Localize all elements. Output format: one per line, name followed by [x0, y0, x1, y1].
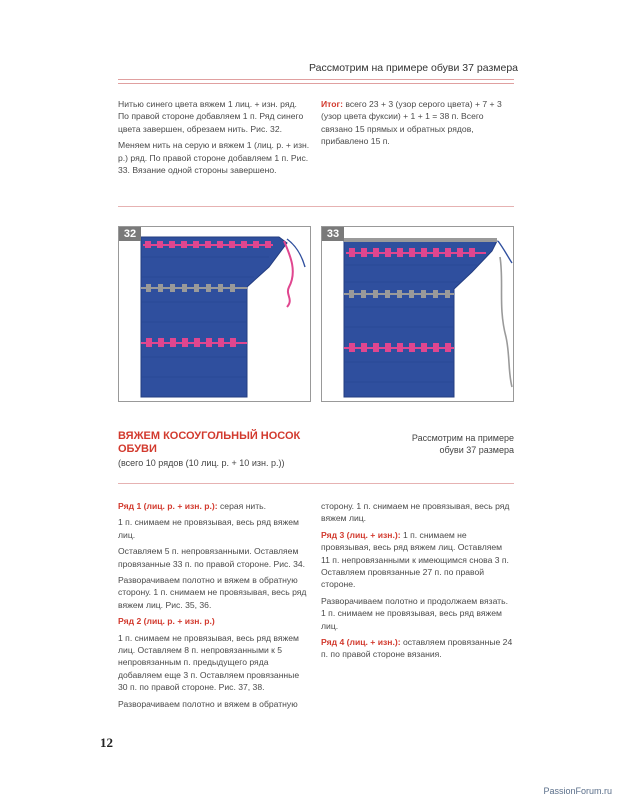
- header-rule-2: [118, 83, 514, 84]
- watermark: PassionForum.ru: [543, 786, 612, 796]
- section-side-note: Рассмотрим на примере обуви 37 размера: [411, 433, 514, 455]
- lower-right-column: [321, 500, 513, 665]
- row-2-label: Ряд 2 (лиц. р. + изн. р.): [118, 616, 215, 627]
- paragraph: Нитью синего цвета вяжем 1 лиц. + изн. ряд. По правой стороне добавляем 1 п. Ряд синего цвета завершен, обрезаем нить. Рис. 32.: [118, 99, 304, 134]
- row-1-text: серая нить.: [217, 501, 267, 511]
- row-4-text: оставляем провязанные 24 п. по правой стороне вязания.: [321, 637, 513, 660]
- header-rule: [118, 79, 514, 80]
- paragraph: Оставляем 5 п. непровязанными. Оставляем провязанные 33 п. по правой стороне. Рис. 34.: [118, 546, 306, 569]
- running-header: Рассмотрим на примере обуви 37 размера: [308, 62, 518, 74]
- figure-number: 33: [322, 227, 344, 241]
- row-3-label: Ряд 3 (лиц. + изн.):: [321, 529, 401, 540]
- summary-text: всего 23 + 3 (узор серого цвета) + 7 + 3 (узор цвета фуксии) + 1 + 1 = 38 п. Всего связано 15 прямых и обратных рядов, прибавлено 15 п.: [321, 99, 502, 147]
- summary-label: Итог:: [321, 99, 343, 109]
- row-4-paragraph: [321, 636, 513, 661]
- row-3-text: 1 п. снимаем не провязывая, весь ряд вяжем лиц. Оставляем 11 п. непровязанными к имеющимся снова 3 п. Оставляем провязанные 27 п. по правой стороне.: [321, 529, 509, 590]
- section-title: ВЯЖЕМ КОСОУГОЛЬНЫЙ НОСОК ОБУВИ: [118, 430, 301, 455]
- knitting-photo-33: [322, 227, 513, 401]
- section-subtitle: (всего 10 рядов (10 лиц. р. + 10 изн. р.)): [118, 458, 285, 468]
- row-3-paragraph: [321, 529, 513, 591]
- paragraph: 1 п. снимаем не провязывая, весь ряд вяжем лиц. Оставляем 8 п. непровязанными к 5 непровязанным п. предыдущего ряда добавляем еще 3 п. Оставляем провязанные 30 п. по правой стороне. Рис. 37, 38.: [118, 632, 300, 693]
- figure-32: [118, 226, 311, 402]
- section-rule: [118, 206, 514, 207]
- row-1-paragraph: [118, 500, 310, 512]
- section-rule-2: [118, 483, 514, 484]
- paragraph: Разворачиваем полотно и вяжем в обратную: [118, 698, 298, 709]
- paragraph: 1 п. снимаем не провязывая, весь ряд вяжем лиц.: [118, 517, 299, 540]
- knitting-photo-32: [119, 227, 310, 401]
- paragraph: сторону. 1 п. снимаем не провязывая, весь ряд вяжем лиц.: [321, 501, 510, 524]
- paragraph: Разворачиваем полотно и вяжем в обратную сторону. 1 п. снимаем не провязывая, весь ряд вяжем лиц. Рис. 35, 36.: [118, 575, 307, 610]
- paragraph: Меняем нить на серую и вяжем 1 (лиц. р. + изн. р.) ряд. По правой стороне добавляем 1 п. Рис. 33. Вязание одной стороны завершено.: [118, 140, 310, 176]
- row-1-label: Ряд 1 (лиц. р. + изн. р.):: [118, 501, 218, 511]
- figure-33: [321, 226, 514, 402]
- summary-paragraph: [321, 98, 513, 148]
- row-4-label: Ряд 4 (лиц. + изн.):: [321, 637, 401, 648]
- lower-left-column: [118, 500, 310, 714]
- paragraph: Разворачиваем полотно и продолжаем вязать. 1 п. снимаем не провязывая, весь ряд вяжем лиц.: [321, 595, 508, 631]
- figure-number: 32: [119, 227, 141, 241]
- top-left-column: [118, 98, 310, 180]
- top-right-column: [321, 98, 513, 152]
- page-number: 12: [100, 735, 113, 750]
